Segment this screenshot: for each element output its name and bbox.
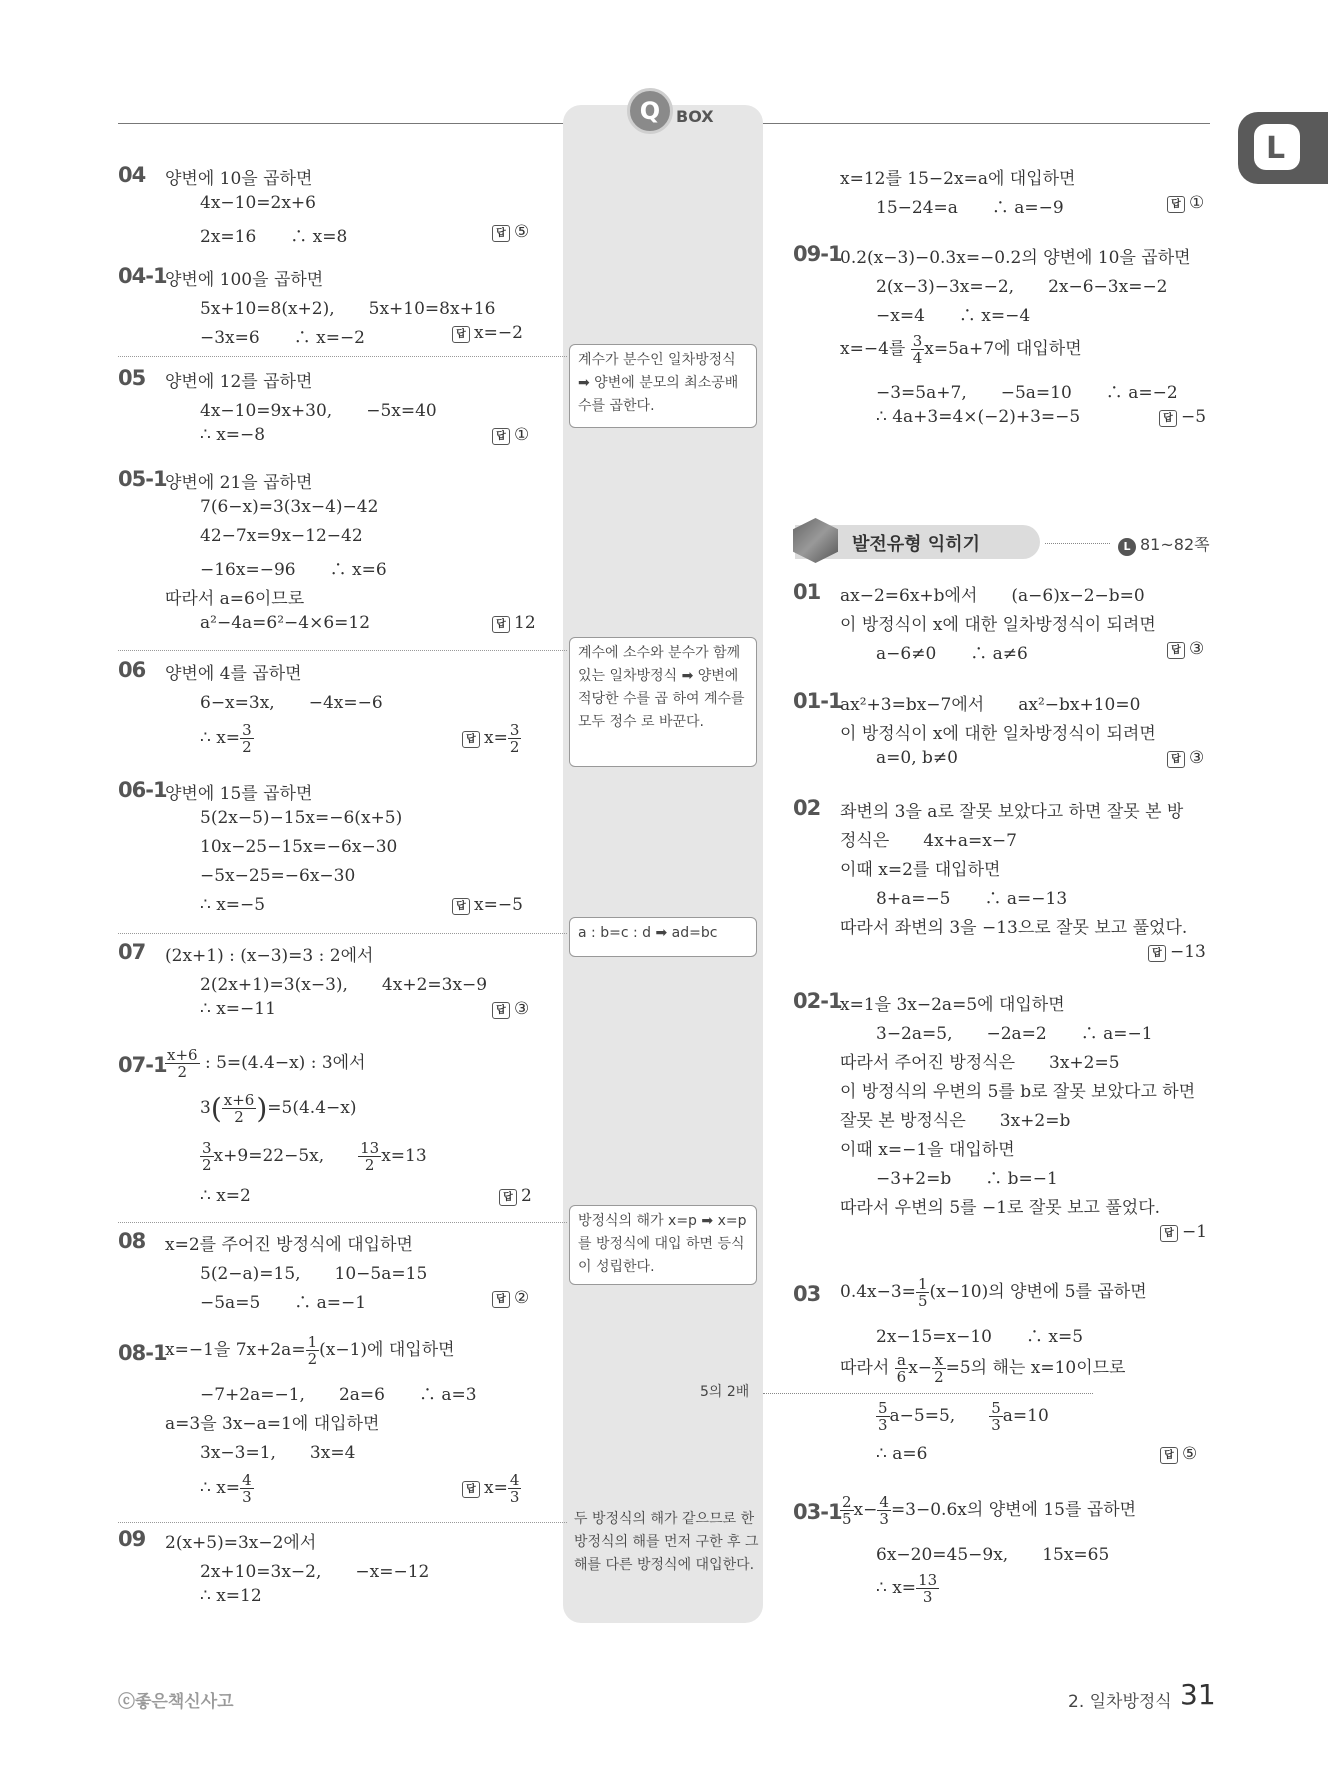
answer — [492, 613, 536, 633]
answer — [492, 425, 529, 445]
qbox-note: 계수에 소수와 분수가 함께 있는 일차방정식 ➡ 양변에 적당한 수를 곱 하여 계수를 모두 정수 로 바꾼다. — [569, 637, 757, 767]
answer-value: x=−5 — [474, 895, 523, 915]
answer — [1160, 1444, 1197, 1464]
problem-number: 01 — [793, 580, 821, 604]
problem-number: 07 — [118, 940, 146, 964]
solution-line-fraction: $\frac{2}{5}$ x− $\frac{4}{3}$ =3−0.6x의 양변에 15를 곱하면 — [842, 1493, 1137, 1528]
answer-value: x=−2 — [474, 323, 523, 343]
solution-line: 잘못 본 방정식은 3x+2=b — [840, 1111, 1071, 1131]
solution-line: 따라서 주어진 방정식은 3x+2=5 — [840, 1053, 1120, 1073]
solution-line: 따라서 좌변의 3을 −13으로 잘못 보고 풀었다. — [840, 918, 1188, 938]
solution-line: −x=4 ∴ x=−4 — [876, 306, 1031, 326]
solution-line-fraction: ∴ x= $\frac{4}{3}$ — [200, 1471, 252, 1506]
problem-number: 09-1 — [793, 242, 842, 266]
solution-line: 이 방정식이 x에 대한 일차방정식이 되려면 — [840, 615, 1156, 635]
solution-line: 양변에 21을 곱하면 — [165, 473, 313, 493]
solution-line: (2x+1) : (x−3)=3 : 2에서 — [165, 946, 374, 966]
solution-line-fraction: 3( $\frac{x+6}{2}$ )=5(4.4−x) — [200, 1091, 357, 1126]
problem-number: 03-1 — [793, 1500, 842, 1524]
answer-icon: 답 — [1148, 945, 1166, 962]
problem-number: 04 — [118, 163, 146, 187]
solution-line: 4x−10=2x+6 — [200, 193, 316, 213]
answer-icon: 답 — [499, 1189, 517, 1206]
answer — [492, 999, 529, 1019]
answer-icon: 답 — [492, 225, 510, 242]
solution-line: 2(x−3)−3x=−2, 2x−6−3x=−2 — [876, 277, 1168, 297]
solution-line: 이 방정식이 x에 대한 일차방정식이 되려면 — [840, 724, 1156, 744]
answer-value: ⑤ — [1182, 1444, 1198, 1464]
section-leader — [1045, 543, 1110, 544]
solution-line: 2x=16 ∴ x=8 — [200, 227, 348, 247]
solution-line: ∴ x=12 — [200, 1586, 262, 1606]
answer — [1167, 193, 1204, 213]
problem-number: 06-1 — [118, 778, 167, 802]
answer-icon: 답 — [492, 428, 510, 445]
answer-value: ① — [1189, 193, 1205, 213]
solution-line: 좌변의 3을 a로 잘못 보았다고 하면 잘못 본 방 — [840, 802, 1184, 822]
solution-line: 5(2−a)=15, 10−5a=15 — [200, 1264, 428, 1284]
solution-line: 6x−20=45−9x, 15x=65 — [876, 1545, 1110, 1565]
solution-line: ax−2=6x+b에서 (a−6)x−2−b=0 — [840, 586, 1145, 606]
solution-line: 2x+10=3x−2, −x=−12 — [200, 1562, 430, 1582]
solution-line: ∴ x=−8 — [200, 425, 266, 445]
answer-value: ② — [514, 1288, 530, 1308]
solution-line: ∴ x=−5 — [200, 895, 266, 915]
answer-value: ③ — [1189, 748, 1205, 768]
solution-line: ∴ x=−11 — [200, 999, 276, 1019]
problem-number: 06 — [118, 658, 146, 682]
answer-icon: 답 — [492, 1002, 510, 1019]
solution-line: −3=5a+7, −5a=10 ∴ a=−2 — [876, 383, 1178, 403]
separator — [118, 356, 567, 357]
solution-line: 42−7x=9x−12−42 — [200, 526, 363, 546]
solution-line: −5x−25=−6x−30 — [200, 866, 356, 886]
chapter-tab-letter: L — [1266, 131, 1286, 166]
solution-line: 3−2a=5, −2a=2 ∴ a=−1 — [876, 1024, 1153, 1044]
solution-line-fraction: x=−4를 $\frac{3}{4}$ x=5a+7에 대입하면 — [840, 332, 1082, 367]
separator — [118, 1522, 567, 1523]
solution-line-fraction: x=−1을 7x+2a= $\frac{1}{2}$ (x−1)에 대입하면 — [165, 1333, 455, 1368]
qbox-note: a : b=c : d ➡ ad=bc — [569, 917, 757, 957]
solution-line: 정식은 4x+a=x−7 — [840, 831, 1017, 851]
problem-number: 04-1 — [118, 264, 167, 288]
solution-line: ∴ 4a+3=4×(−2)+3=−5 — [876, 407, 1081, 427]
solution-line: −7+2a=−1, 2a=6 ∴ a=3 — [200, 1385, 477, 1405]
solution-line: ∴ a=6 — [876, 1444, 928, 1464]
separator — [118, 1222, 567, 1223]
solution-line: −16x=−96 ∴ x=6 — [200, 560, 387, 580]
answer-value: x= — [484, 1478, 508, 1498]
publisher-logo: ⓒ좋은책신사고 — [118, 1692, 234, 1712]
answer-value: −13 — [1170, 942, 1206, 962]
solution-line: 양변에 10을 곱하면 — [165, 169, 313, 189]
solution-line: ax²+3=bx−7에서 ax²−bx+10=0 — [840, 695, 1141, 715]
solution-line: 7(6−x)=3(3x−4)−42 — [200, 497, 379, 517]
solution-line: 2x−15=x−10 ∴ x=5 — [876, 1327, 1084, 1347]
answer-icon: 답 — [462, 731, 480, 748]
qbox-note: 계수가 분수인 일차방정식 ➡ 양변에 분모의 최소공배 수를 곱한다. — [569, 344, 757, 428]
problem-number: 02 — [793, 796, 821, 820]
answer — [1148, 942, 1206, 962]
answer-icon: 답 — [1167, 642, 1185, 659]
answer — [452, 323, 523, 343]
solution-line: a=3을 3x−a=1에 대입하면 — [165, 1414, 380, 1434]
qbox-note: 방정식의 해가 x=p ➡ x=p를 방정식에 대입 하면 등식이 성립한다. — [569, 1205, 757, 1285]
answer — [1167, 748, 1204, 768]
answer — [452, 895, 523, 915]
answer-value: x= — [484, 728, 508, 748]
solution-line: −5a=5 ∴ a=−1 — [200, 1293, 367, 1313]
solution-line: 10x−25−15x=−6x−30 — [200, 837, 398, 857]
solution-line: 양변에 4를 곱하면 — [165, 664, 302, 684]
header-rule-left — [118, 123, 563, 124]
solution-line: −3+2=b ∴ b=−1 — [876, 1169, 1058, 1189]
answer-icon: 답 — [1167, 196, 1185, 213]
solution-line: 0.2(x−3)−0.3x=−0.2의 양변에 10을 곱하면 — [840, 248, 1191, 268]
solution-line: 5(2x−5)−15x=−6(x+5) — [200, 808, 403, 828]
answer-icon: 답 — [452, 326, 470, 343]
answer — [1167, 639, 1204, 659]
qbox-pointer — [763, 1393, 1093, 1394]
solution-line: 이 방정식의 우변의 5를 b로 잘못 보았다고 하면 — [840, 1082, 1196, 1102]
qbox-note: 두 방정식의 해가 같으므로 한 방정식의 해를 먼저 구한 후 그 해를 다른 방정식에 대입한다. — [574, 1511, 759, 1573]
answer — [1159, 407, 1206, 427]
answer-icon: 답 — [462, 1481, 480, 1498]
solution-line: 2(x+5)=3x−2에서 — [165, 1533, 317, 1553]
solution-line: 따라서 a=6이므로 — [165, 589, 305, 609]
answer — [1160, 1222, 1207, 1242]
problem-number: 01-1 — [793, 689, 842, 713]
answer-value: ③ — [514, 999, 530, 1019]
answer — [492, 222, 529, 242]
solution-line: 양변에 15를 곱하면 — [165, 784, 313, 804]
solution-line: 5x+10=8(x+2), 5x+10=8x+16 — [200, 299, 496, 319]
solution-line: 8+a=−5 ∴ a=−13 — [876, 889, 1068, 909]
solution-line-fraction: $\frac{5}{3}$ a−5=5, $\frac{5}{3}$ a=10 — [878, 1399, 1049, 1434]
answer-value: 2 — [521, 1186, 532, 1206]
header-rule-right — [763, 123, 1210, 124]
solution-line: x=12를 15−2x=a에 대입하면 — [840, 169, 1076, 189]
answer-icon: 답 — [1167, 751, 1185, 768]
answer-value: ③ — [1189, 639, 1205, 659]
solution-line: ∴ x=2 — [200, 1186, 251, 1206]
lesson-icon: L — [1118, 538, 1136, 556]
solution-line-fraction: ∴ x= $\frac{13}{3}$ — [876, 1571, 938, 1606]
answer — [499, 1186, 532, 1206]
problem-number: 05 — [118, 366, 146, 390]
problem-number: 02-1 — [793, 989, 842, 1013]
solution-line: 양변에 12를 곱하면 — [165, 372, 313, 392]
answer-icon: 답 — [492, 616, 510, 633]
solution-line: 이때 x=2를 대입하면 — [840, 860, 1001, 880]
section-title: 발전유형 익히기 — [852, 534, 980, 555]
solution-line: 2(2x+1)=3(x−3), 4x+2=3x−9 — [200, 975, 488, 995]
solution-line: 15−24=a ∴ a=−9 — [876, 198, 1064, 218]
separator — [118, 933, 567, 934]
problem-number: 08-1 — [118, 1341, 167, 1365]
solution-line: 4x−10=9x+30, −5x=40 — [200, 401, 437, 421]
solution-line-fraction: $\frac{3}{2}$ x+9=22−5x, $\frac{13}{2}$ x=13 — [202, 1139, 427, 1174]
answer-icon: 답 — [492, 1291, 510, 1308]
solution-line: 6−x=3x, −4x=−6 — [200, 693, 383, 713]
answer: 답 x= $\frac{4}{3}$ — [462, 1472, 521, 1505]
answer-value: ① — [514, 425, 530, 445]
problem-number: 08 — [118, 1229, 146, 1253]
problem-number: 03 — [793, 1282, 821, 1306]
solution-line: a²−4a=6²−4×6=12 — [200, 613, 371, 633]
qbox-note: 5의 2배 — [700, 1384, 750, 1400]
answer-value: −5 — [1181, 407, 1207, 427]
solution-line-fraction: 따라서 $\frac{a}{6}$ x− $\frac{x}{2}$ =5의 해는 x=10이므로 — [840, 1351, 1126, 1386]
answer-icon: 답 — [1160, 1225, 1178, 1242]
solution-line: 3x−3=1, 3x=4 — [200, 1443, 356, 1463]
answer-value: 12 — [514, 613, 536, 633]
solution-line-fraction: ∴ x= $\frac{3}{2}$ — [200, 721, 252, 756]
problem-number: 09 — [118, 1527, 146, 1551]
section-page-ref: L 81~82쪽 — [1118, 532, 1210, 556]
solution-line: x=2를 주어진 방정식에 대입하면 — [165, 1235, 413, 1255]
qbox-label: BOX — [676, 107, 714, 126]
answer-icon: 답 — [1160, 1447, 1178, 1464]
answer-value: ⑤ — [514, 222, 530, 242]
page-number: 31 — [1180, 1678, 1216, 1711]
problem-number: 07-1 — [118, 1053, 167, 1077]
answer: 답 x= $\frac{3}{2}$ — [462, 722, 521, 755]
answer — [492, 1288, 529, 1308]
solution-line-fraction: $\frac{x+6}{2}$ : 5=(4.4−x) : 3에서 — [167, 1046, 366, 1081]
solution-line: a=0, b≠0 — [876, 748, 958, 768]
solution-line: a−6≠0 ∴ a≠6 — [876, 644, 1028, 664]
answer-value: −1 — [1182, 1222, 1208, 1242]
solution-line: 이때 x=−1을 대입하면 — [840, 1140, 1015, 1160]
problem-number: 05-1 — [118, 467, 167, 491]
solution-line: −3x=6 ∴ x=−2 — [200, 328, 366, 348]
separator — [118, 650, 567, 651]
solution-line-fraction: 0.4x−3= $\frac{1}{5}$ (x−10)의 양변에 5를 곱하면 — [840, 1275, 1147, 1310]
answer-icon: 답 — [452, 898, 470, 915]
solution-line: 양변에 100을 곱하면 — [165, 270, 324, 290]
solution-line: 따라서 우변의 5를 −1로 잘못 보고 풀었다. — [840, 1198, 1161, 1218]
chapter-title: 2. 일차방정식 — [1068, 1692, 1172, 1712]
qbox-logo-icon: Q — [627, 88, 673, 134]
answer-icon: 답 — [1159, 410, 1177, 427]
solution-line: x=1을 3x−2a=5에 대입하면 — [840, 995, 1065, 1015]
